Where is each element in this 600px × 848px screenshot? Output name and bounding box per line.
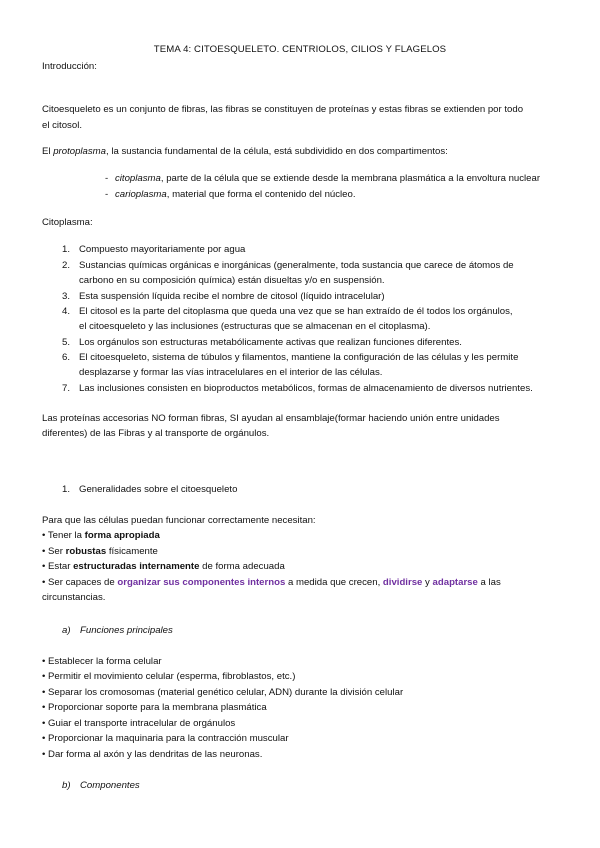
subsection-heading-componentes: Componentes: [80, 780, 140, 791]
subsection-letter: b): [62, 780, 71, 791]
highlight-text: adaptarse: [432, 577, 478, 588]
list-item: El citoesqueleto, sistema de túbulos y filamentos, mantiene la configuración de las células y les permite: [79, 352, 519, 363]
requirement-item: [42, 530, 160, 542]
function-item: • Guiar el transporte intracelular de orgánulos: [42, 718, 236, 729]
subsection-heading-funciones: Funciones principales: [80, 625, 173, 636]
function-item: • Proporcionar la maquinaria para la contracción muscular: [42, 733, 289, 744]
compartment-term: citoplasma: [115, 173, 161, 184]
requirement-item: [42, 577, 501, 589]
list-item: Los orgánulos son estructuras metabólicamente activas que realizan funciones diferentes.: [79, 337, 462, 348]
list-item: El citosol es la parte del citoplasma que queda una vez que se han extraído de él todos los orgánulos,: [79, 306, 513, 317]
protoplasma-before: El: [42, 146, 54, 157]
section-heading: Generalidades sobre el citoesqueleto: [79, 484, 238, 495]
requirement-text: a medida que crecen,: [285, 577, 383, 588]
list-item-continuation: desplazarse y formar las vías intracelulares en el interior de las células.: [79, 367, 383, 378]
compartment-text: , parte de la célula que se extiende desde la membrana plasmática a la envoltura nuclear: [160, 173, 541, 184]
requirement-item: [42, 561, 285, 573]
requirement-text: de forma adecuada: [199, 561, 285, 572]
function-item: • Separar los cromosomas (material genético celular, ADN) durante la división celular: [42, 687, 404, 698]
protoplasma-after: , la sustancia fundamental de la célula, está subdividido en dos compartimentos:: [106, 146, 448, 157]
intro-heading: Introducción:: [42, 61, 97, 72]
compartment-item-2: [115, 189, 356, 201]
requirement-continuation: circunstancias.: [42, 592, 106, 603]
requirement-text: y: [422, 577, 433, 588]
bullet: •: [42, 561, 46, 572]
compartment-text: , material que forma el contenido del núcleo.: [166, 189, 356, 200]
compartment-dash-2: -: [105, 189, 109, 200]
list-item: Sustancias químicas orgánicas e inorgánicas (generalmente, toda sustancia que carece de átomos de: [79, 260, 514, 271]
list-number: 2.: [62, 260, 71, 271]
requirement-text: físicamente: [106, 546, 158, 557]
requirement-bold: robustas: [65, 546, 107, 557]
section-number: 1.: [62, 484, 71, 495]
highlight-text: dividirse: [382, 577, 423, 588]
bullet: •: [42, 577, 46, 588]
protoplasma-paragraph: [42, 146, 448, 158]
list-item-continuation: el citoesqueleto y las inclusiones (estructuras que se almacenan en el citoplasma).: [79, 321, 431, 332]
function-item: • Establecer la forma celular: [42, 656, 162, 667]
bullet: •: [42, 546, 46, 557]
requirement-text: Ser capaces de: [48, 577, 118, 588]
requirement-text: Ser: [48, 546, 66, 557]
intro-line-2: el citosol.: [42, 120, 82, 131]
function-item: • Proporcionar soporte para la membrana plasmática: [42, 702, 267, 713]
citoplasma-heading: Citoplasma:: [42, 217, 93, 228]
requirement-item: [42, 546, 158, 558]
highlight-text: organizar sus componentes internos: [117, 577, 286, 588]
requirement-bold: forma apropiada: [84, 530, 160, 541]
list-number: 3.: [62, 291, 71, 302]
requirement-text: Estar: [48, 561, 74, 572]
compartment-term: carioplasma: [115, 189, 167, 200]
list-item: Compuesto mayoritariamente por agua: [79, 244, 246, 255]
requirement-bold: estructuradas internamente: [73, 561, 200, 572]
requirement-text: a las: [477, 577, 501, 588]
subsection-letter: a): [62, 625, 71, 636]
requirement-text: Tener la: [47, 530, 85, 541]
list-number: 5.: [62, 337, 71, 348]
intro-line-1: Citoesqueleto es un conjunto de fibras, las fibras se constituyen de proteínas y estas fibras se extienden por todo: [42, 104, 524, 115]
list-number: 4.: [62, 306, 71, 317]
function-item: • Permitir el movimiento celular (esperma, fibroblastos, etc.): [42, 671, 296, 682]
list-item: Las inclusiones consisten en bioproductos metabólicos, formas de almacenamiento de diversos nutrientes.: [79, 383, 533, 394]
list-number: 7.: [62, 383, 71, 394]
function-item: • Dar forma al axón y las dendritas de las neuronas.: [42, 749, 263, 760]
list-item: Esta suspensión líquida recibe el nombre de citosol (líquido intracelular): [79, 291, 385, 302]
compartment-dash-1: -: [105, 173, 109, 184]
proteinas-line-2: diferentes) de las Fibras y al transporte de orgánulos.: [42, 428, 270, 439]
protoplasma-term: protoplasma: [53, 146, 106, 157]
proteinas-line-1: Las proteínas accesorias NO forman fibras, SI ayudan al ensamblaje(formar haciendo unión entre unidades: [42, 413, 500, 424]
compartment-item-1: [115, 173, 540, 185]
bullet: •: [42, 530, 46, 541]
requirements-intro: Para que las células puedan funcionar correctamente necesitan:: [42, 515, 316, 526]
list-number: 1.: [62, 244, 71, 255]
list-number: 6.: [62, 352, 71, 363]
list-item-continuation: carbono en su composición química) están disueltas y/o en suspensión.: [79, 275, 385, 286]
document-title: TEMA 4: CITOESQUELETO. CENTRIOLOS, CILIOS Y FLAGELOS: [153, 44, 447, 55]
